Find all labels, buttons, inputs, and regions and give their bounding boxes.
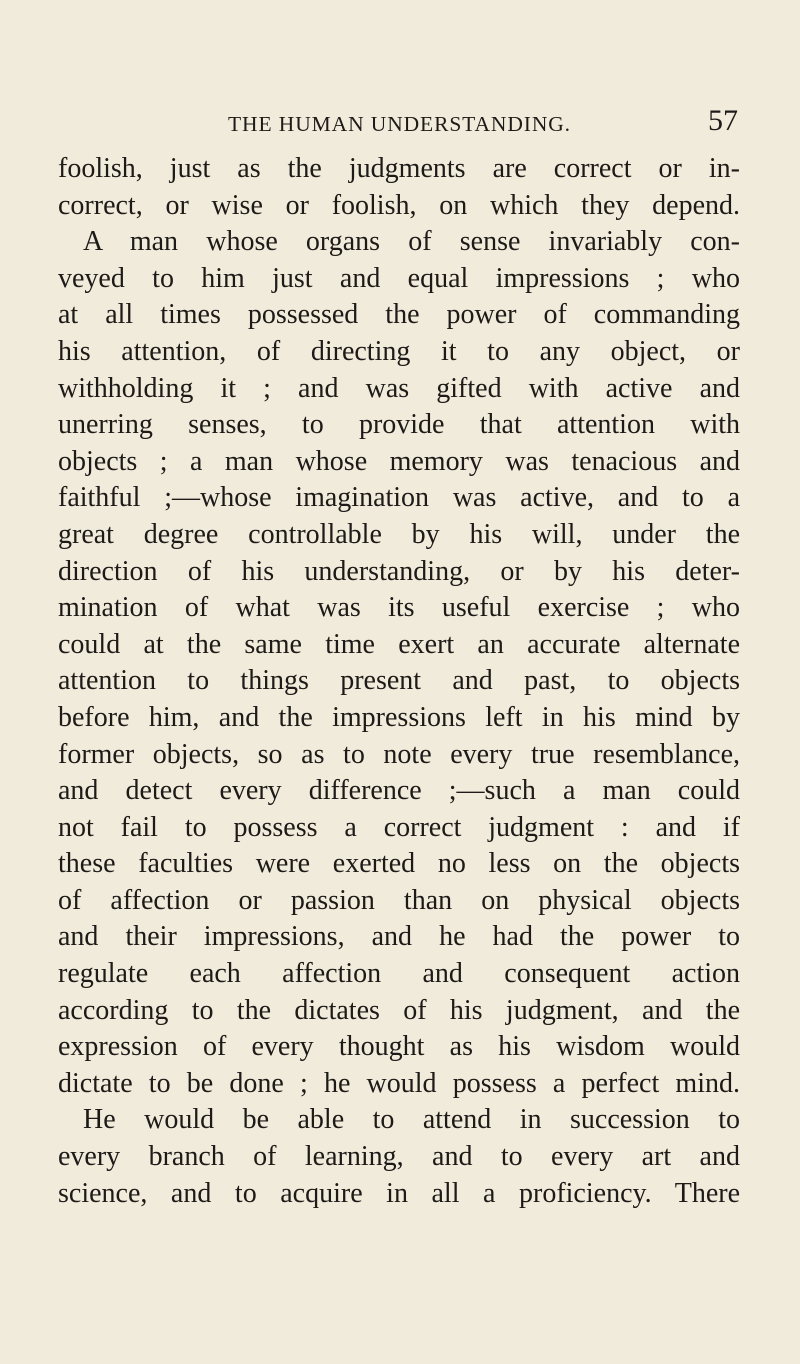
page-number: 57 <box>708 104 738 137</box>
text-line: these faculties were exerted no less on the objects <box>58 848 740 880</box>
text-line: A man whose organs of sense invariably con- <box>83 226 740 258</box>
text-line: according to the dictates of his judgment, and the <box>58 994 740 1026</box>
text-line: science, and to acquire in all a proficiency. There <box>58 1177 740 1209</box>
text-line: veyed to him just and equal impressions ; who <box>58 262 740 294</box>
text-line: could at the same time exert an accurate alternate <box>58 628 740 660</box>
text-line: his attention, of directing it to any object, or <box>58 335 740 367</box>
text-line: foolish, just as the judgments are correct or in- <box>58 153 740 184</box>
text-line: attention to things present and past, to objects <box>58 665 740 697</box>
text-line: not fail to possess a correct judgment : and if <box>58 811 740 843</box>
page-header <box>228 104 738 140</box>
running-head: THE HUMAN UNDERSTANDING. <box>228 112 571 136</box>
text-line: objects ; a man whose memory was tenacious and <box>58 445 740 477</box>
text-line: faithful ;—whose imagination was active, and to a <box>58 482 740 514</box>
text-line: withholding it ; and was gifted with active and <box>58 372 740 404</box>
text-line: correct, or wise or foolish, on which they depend. <box>58 189 740 221</box>
text-line: and their impressions, and he had the power to <box>58 921 740 953</box>
text-line: great degree controllable by his will, under the <box>58 518 740 550</box>
text-line: former objects, so as to note every true resemblance, <box>58 738 740 770</box>
text-line: every branch of learning, and to every art and <box>58 1141 740 1173</box>
body-text <box>58 151 740 1212</box>
text-line: and detect every difference ;—such a man could <box>58 775 740 807</box>
text-line: unerring senses, to provide that attention with <box>58 409 740 441</box>
text-line: dictate to be done ; he would possess a perfect mind. <box>58 1067 740 1099</box>
text-line: before him, and the impressions left in his mind by <box>58 701 740 733</box>
text-line: mination of what was its useful exercise ; who <box>58 592 740 624</box>
text-line: at all times possessed the power of commanding <box>58 299 740 331</box>
text-line: expression of every thought as his wisdom would <box>58 1031 740 1063</box>
text-line: of affection or passion than on physical objects <box>58 884 740 916</box>
text-line: He would be able to attend in succession to <box>83 1104 740 1136</box>
text-line: direction of his understanding, or by his deter- <box>58 555 740 587</box>
text-line: regulate each affection and consequent action <box>58 958 740 990</box>
